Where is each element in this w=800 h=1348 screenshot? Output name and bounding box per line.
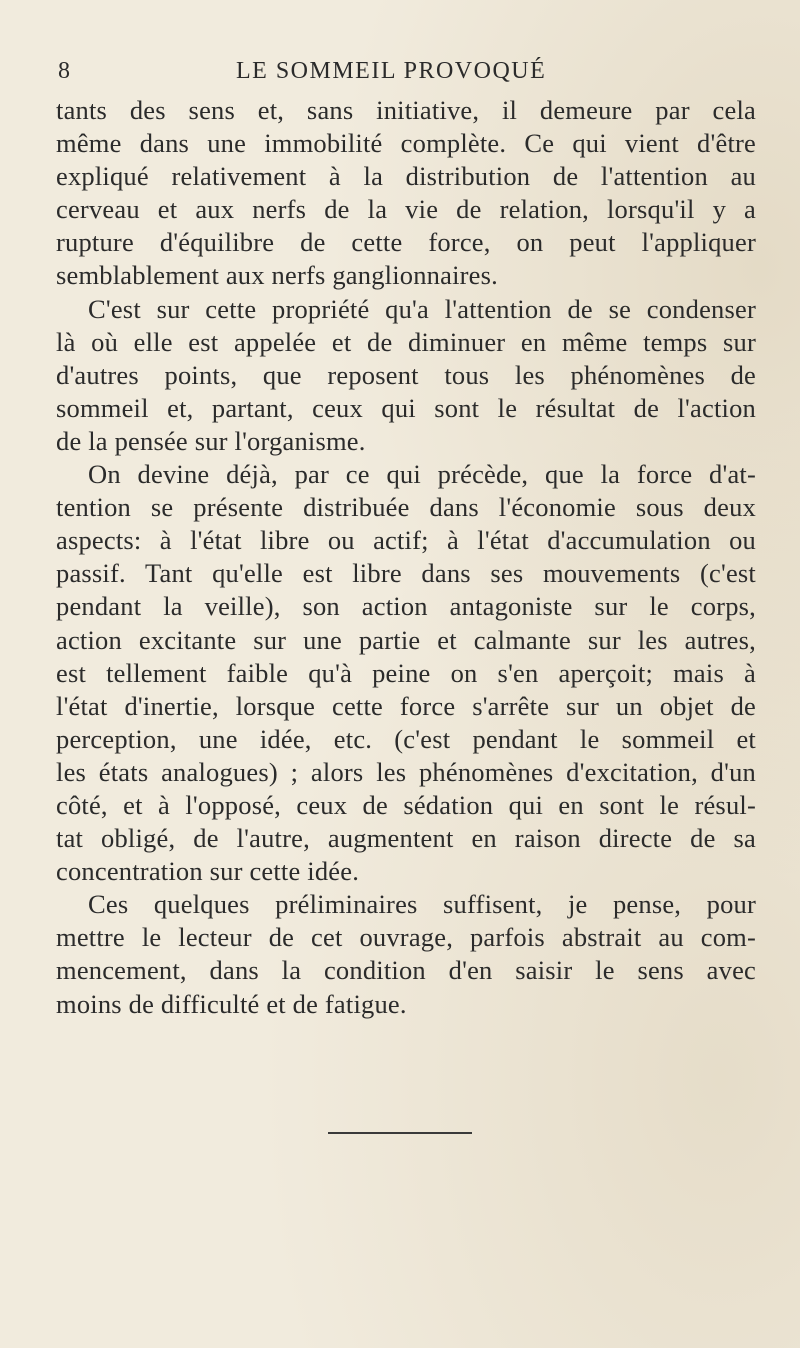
text-line: perception, une idée, etc. (c'est pendant le sommeil et	[56, 723, 756, 754]
text-line: est tellement faible qu'à peine on s'en aperçoit; mais à	[56, 657, 756, 688]
text-line: rupture d'équilibre de cette force, on peut l'appliquer	[56, 227, 756, 258]
text-line: Ces quelques préliminaires suffisent, je pense, pour	[88, 889, 756, 920]
text-line: action excitante sur une partie et calmante sur les autres,	[56, 624, 756, 655]
text-line: moins de difficulté et de fatigue.	[56, 988, 407, 1019]
text-line: On devine déjà, par ce qui précède, que la force d'at-	[88, 459, 756, 490]
page-number: 8	[58, 58, 70, 84]
text-line: même dans une immobilité complète. Ce qui vient d'être	[56, 128, 756, 159]
text-line: sommeil et, partant, ceux qui sont le résultat de l'action	[56, 392, 756, 423]
text-line: mencement, dans la condition d'en saisir le sens avec	[56, 955, 756, 986]
text-line: d'autres points, que reposent tous les phénomènes de	[56, 359, 756, 390]
text-line: aspects: à l'état libre ou actif; à l'état d'accumulation ou	[56, 525, 756, 556]
paragraph	[56, 293, 756, 458]
paragraph	[56, 458, 756, 888]
text-line: mettre le lecteur de cet ouvrage, parfois abstrait au com-	[56, 922, 756, 953]
text-line: cerveau et aux nerfs de la vie de relation, lorsqu'il y a	[56, 194, 756, 225]
body-text	[56, 94, 756, 1021]
text-line: semblablement aux nerfs ganglionnaires.	[56, 260, 498, 291]
text-line: pendant la veille), son action antagoniste sur le corps,	[56, 591, 756, 622]
text-line: tention se présente distribuée dans l'économie sous deux	[56, 492, 756, 523]
text-line: de la pensée sur l'organisme.	[56, 425, 366, 456]
text-line: tat obligé, de l'autre, augmentent en raison directe de sa	[56, 823, 756, 854]
text-line: expliqué relativement à la distribution de l'attention au	[56, 161, 756, 192]
text-line: l'état d'inertie, lorsque cette force s'arrête sur un objet de	[56, 690, 756, 721]
paragraph	[56, 888, 756, 1020]
paragraph	[56, 94, 756, 293]
end-rule	[328, 1132, 472, 1134]
running-title: LE SOMMEIL PROVOQUÉ	[236, 58, 547, 84]
text-line: passif. Tant qu'elle est libre dans ses mouvements (c'est	[56, 558, 756, 589]
text-line: tants des sens et, sans initiative, il demeure par cela	[56, 95, 756, 125]
text-line: côté, et à l'opposé, ceux de sédation qui en sont le résul-	[56, 789, 756, 820]
text-line: concentration sur cette idée.	[56, 856, 360, 887]
page-header	[0, 58, 800, 92]
text-line: C'est sur cette propriété qu'a l'attention de se condenser	[88, 293, 756, 324]
text-line: là où elle est appelée et de diminuer en même temps sur	[56, 326, 756, 357]
text-line: les états analogues) ; alors les phénomènes d'excitation, d'un	[56, 756, 756, 787]
